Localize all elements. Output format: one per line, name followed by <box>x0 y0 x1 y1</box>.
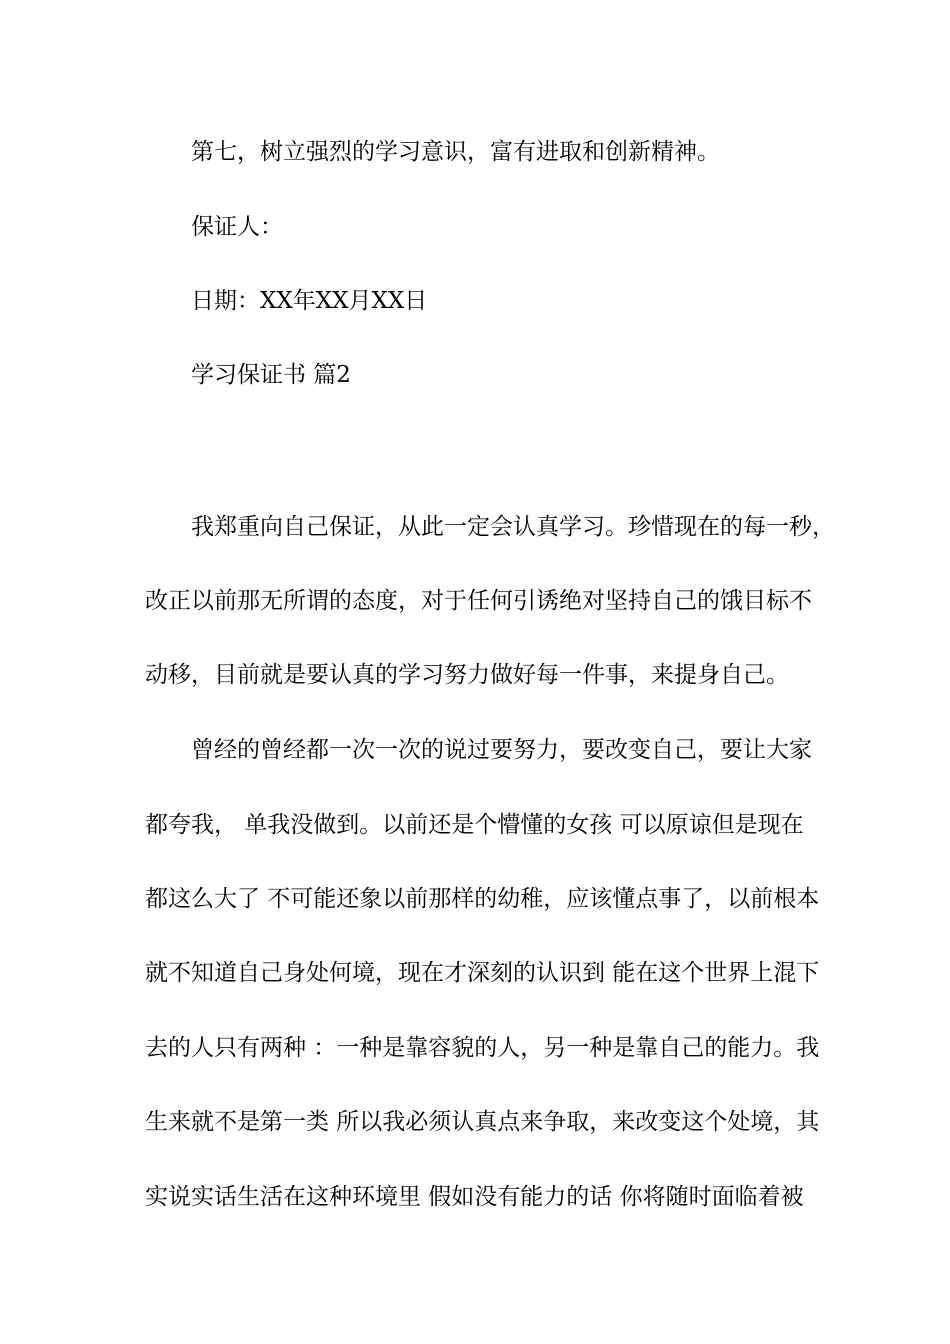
paragraph-2-line-2: 都夸我， 单我没做到。以前还是个懵懂的女孩 可以原谅但是现在 <box>145 812 804 838</box>
paragraph-1-line-1: 我郑重向自己保证，从此一定会认真学习。珍惜现在的每一秒， <box>191 514 835 540</box>
paragraph-2-line-1: 曾经的曾经都一次一次的说过要努力，要改变自己，要让大家 <box>191 737 812 763</box>
guarantor-label: 保证人： <box>191 214 283 240</box>
item-seven-line: 第七，树立强烈的学习意识，富有进取和创新精神。 <box>191 139 720 165</box>
section-heading: 学习保证书 篇2 <box>191 362 351 388</box>
paragraph-1-line-3: 动移，目前就是要认真的学习努力做好每一件事，来提身自己。 <box>145 662 789 688</box>
paragraph-1-line-2: 改正以前那无所谓的态度，对于任何引诱绝对坚持自己的饿目标不 <box>145 588 812 614</box>
paragraph-2-line-6: 生来就不是第一类 所以我必须认真点来争取，来改变这个处境，其 <box>145 1109 820 1135</box>
paragraph-2-line-7: 实说实话生活在这种环境里 假如没有能力的话 你将随时面临着被 <box>145 1184 804 1210</box>
paragraph-2-line-5: 去的人只有两种 ：一种是靠容貌的人，另一种是靠自己的能力。我 <box>145 1035 820 1061</box>
paragraph-2-line-3: 都这么大了 不可能还象以前那样的幼稚，应该懂点事了，以前根本 <box>145 886 820 912</box>
date-line: 日期：XX年XX月XX日 <box>191 288 428 314</box>
paragraph-2-line-4: 就不知道自己身处何境，现在才深刻的认识到 能在这个世界上混下 <box>145 960 820 986</box>
